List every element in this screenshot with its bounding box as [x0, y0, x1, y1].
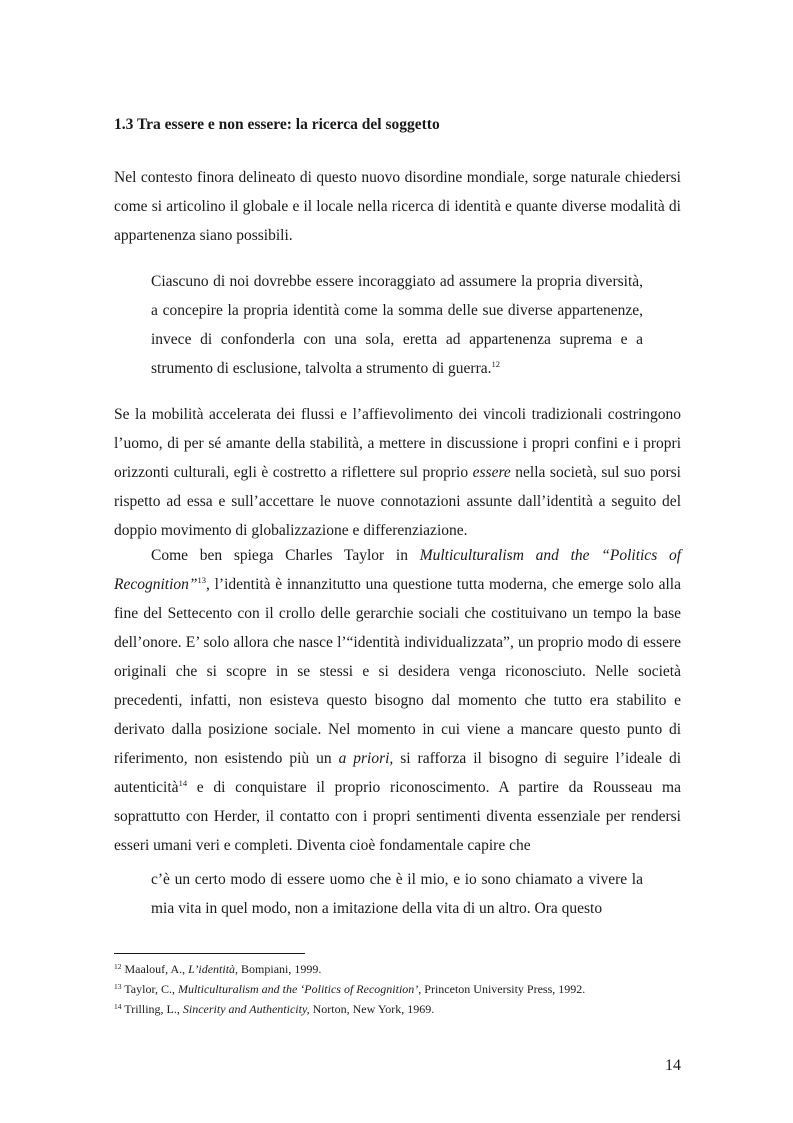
footnote-divider — [114, 953, 305, 954]
text-run: Se la mobilità accelerata dei flussi e l’affievolimento dei vincoli tradizionali costringono l’uomo, di per sé amante della stabilità, a mettere in discussione i propri confini e i propri orizzonti culturali, egli è costretto a riflettere sul proprio — [114, 406, 681, 481]
footnote-number: 13 — [114, 982, 122, 991]
footnote-ref-14[interactable]: 14 — [178, 778, 188, 788]
footnotes — [114, 959, 681, 1019]
page-number: 14 — [665, 1057, 681, 1074]
footnote-ref-13[interactable]: 13 — [197, 575, 207, 585]
footnote-author: Maalouf, A., — [124, 962, 189, 976]
footnote-title: Sincerity and Authenticity, — [182, 1002, 310, 1016]
footnote-publisher: , Princeton University Press, 1992. — [418, 982, 586, 996]
block-quote-maalouf — [151, 267, 643, 383]
footnote-author: Taylor, C., — [124, 982, 178, 996]
footnote-13 — [114, 979, 681, 999]
text-run: e di conquistare il proprio riconoscimento. A partire da Rousseau ma soprattutto con Herder, il contatto con i propri sentimenti diventa essenziale per rendersi esseri umani veri e completi. Diventa cioè fondamentale capire che — [114, 779, 681, 854]
footnote-publisher: , Bompiani, 1999. — [235, 962, 322, 976]
footnote-publisher: Norton, New York, 1969. — [309, 1002, 435, 1016]
footnote-number: 12 — [114, 962, 122, 971]
text-run: Come ben spiega Charles Taylor in — [151, 547, 420, 564]
text-run: nella società, sul suo porsi rispetto ad essa e sull’accettare le nuove connotazioni assunte dall’identità a seguito del doppio movimento di globalizzazione e differenziazione. — [114, 464, 681, 539]
footnote-number: 14 — [114, 1002, 122, 1011]
footnote-author: Trilling, L., — [124, 1002, 183, 1016]
text-run: , l’identità è innanzitutto una questione tutta moderna, che emerge solo alla fine del Settecento con il crollo delle gerarchie sociali che costituivano un tempo la base dell’onore. E’ solo allora che nasce l’“identità individualizzata”, un proprio modo di essere originali che si scopre in se stessi e si desidera venga riconosciuto. Nelle società precedenti, infatti, non esisteva questo bisogno dal momento che tutto era stabilito e derivato dalla posizione sociale. Nel momento in cui viene a mancare questo punto di riferimento, non esistendo più un — [114, 576, 681, 767]
section-heading: 1.3 Tra essere e non essere: la ricerca del soggetto — [114, 116, 440, 133]
footnote-ref-12[interactable]: 12 — [491, 359, 500, 369]
paragraph-taylor — [114, 541, 681, 860]
quote-text: Ciascuno di noi dovrebbe essere incoraggiato ad assumere la propria diversità, a concepire la propria identità come la somma delle sue diverse appartenenze, invece di confonderla con una sola, eretta ad appartenenza suprema e a strumento di esclusione, talvolta a strumento di guerra. — [151, 273, 643, 377]
emphasis-a-priori: a priori, — [338, 750, 394, 767]
paragraph-intro: Nel contesto finora delineato di questo nuovo disordine mondiale, sorge naturale chiedersi come si articolino il globale e il locale nella ricerca di identità e quante diverse modalità di appartenenza siano possibili. — [114, 169, 681, 244]
footnote-14 — [114, 999, 681, 1019]
emphasis-essere: essere — [472, 464, 511, 481]
work-title-taylor: Multiculturalism and the “Politics of Recognition” — [114, 547, 682, 593]
block-quote-taylor: c’è un certo modo di essere uomo che è il mio, e io sono chiamato a vivere la mia vita in quel modo, non a imitazione della vita di un altro. Ora questo — [151, 871, 643, 917]
footnote-title: Multiculturalism and the ‘Politics of Recognition’ — [177, 982, 419, 996]
footnote-12 — [114, 959, 681, 979]
text-run: si rafforza il bisogno di seguire l’ideale di autenticità — [114, 750, 681, 796]
paragraph-mobility — [114, 400, 681, 545]
footnote-title: L’identità — [188, 962, 236, 976]
